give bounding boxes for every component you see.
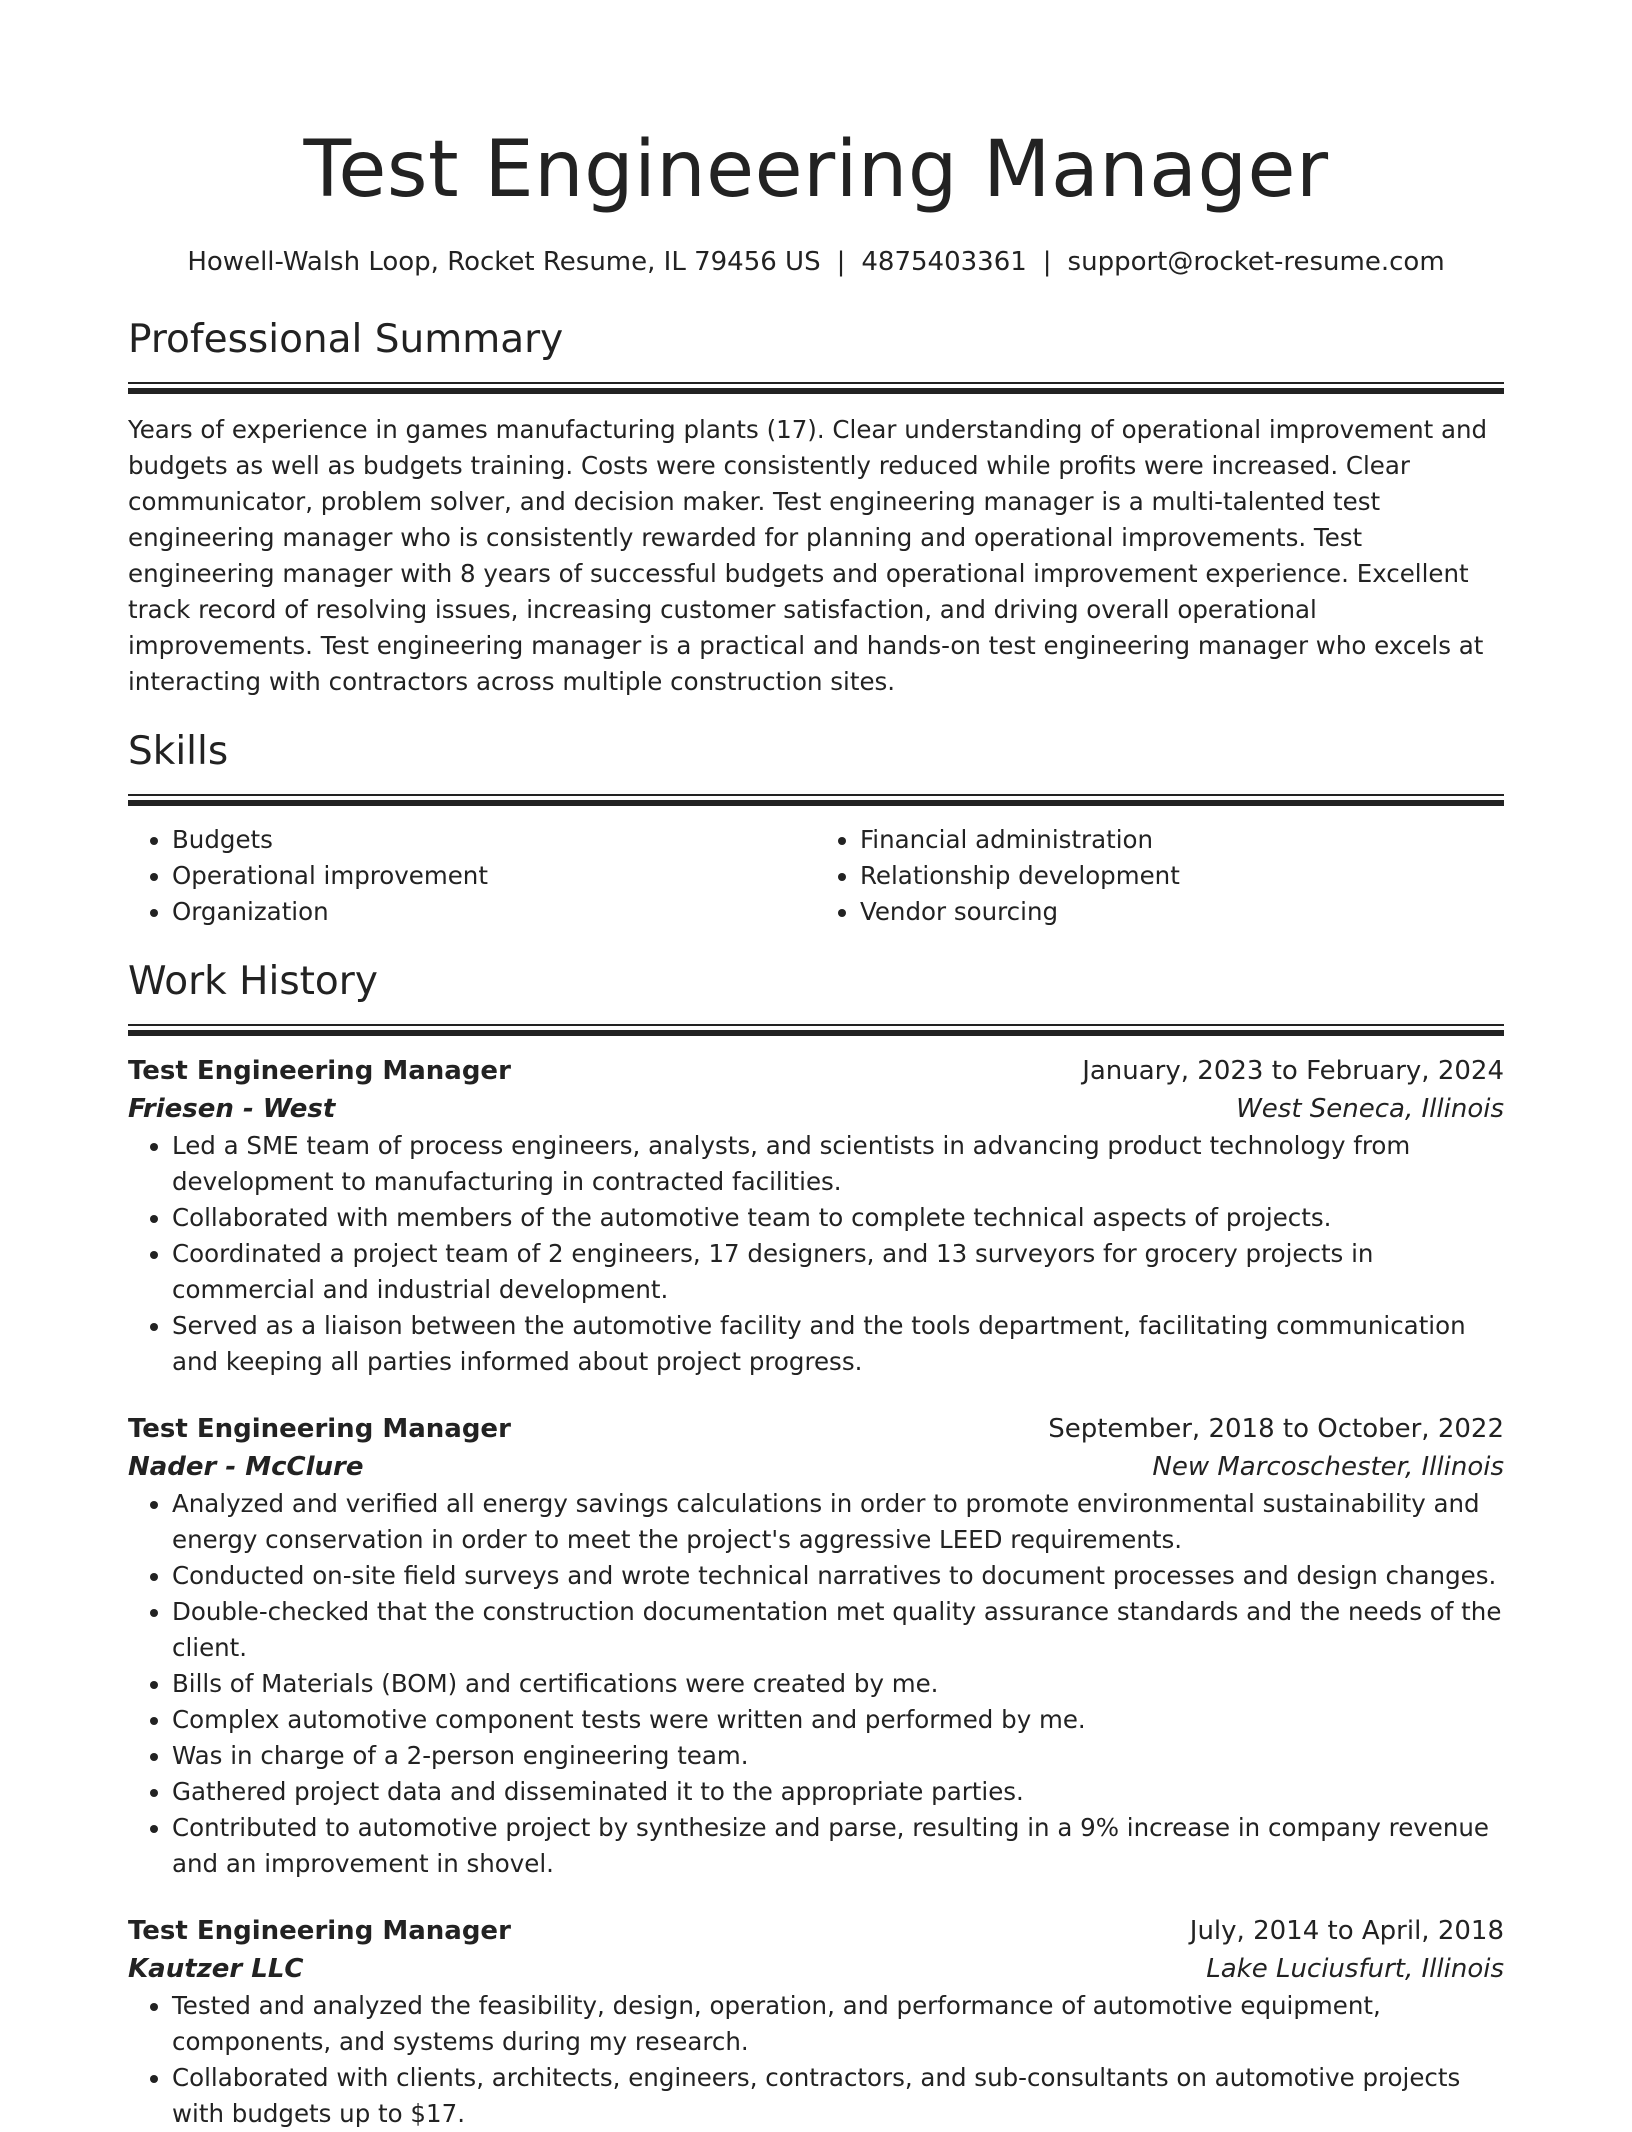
contact-phone: 4875403361 (861, 247, 1027, 277)
contact-line (128, 244, 1504, 280)
skill-item: • Budgets (172, 822, 816, 858)
skills-list-right (816, 822, 1504, 930)
job-dates: September, 2018 to October, 2022 (1048, 1414, 1504, 1444)
job-bullet: • Double-checked that the construction documentation met quality assurance standards and the needs of the client. (172, 1594, 1504, 1666)
job-bullet: • Gathered project data and disseminated it to the appropriate parties. (172, 1774, 1504, 1810)
job-entry (128, 1052, 1504, 1380)
job-bullet: • Conducted on-site field surveys and wrote technical narratives to document processes and design changes. (172, 1558, 1504, 1594)
job-dates: January, 2023 to February, 2024 (1082, 1056, 1504, 1086)
job-bullet: • Collaborated with members of the automotive team to complete technical aspects of projects. (172, 1200, 1504, 1236)
skills-list-left (128, 822, 816, 930)
skills-section (128, 726, 1504, 930)
job-location: New Marcoschester, Illinois (1152, 1452, 1504, 1482)
job-bullet: • Was in charge of a 2-person engineering team. (172, 1738, 1504, 1774)
job-bullet: • Tested and analyzed the feasibility, design, operation, and performance of automotive equipment, components, and systems during my research. (172, 1988, 1504, 2060)
section-heading-summary: Professional Summary (128, 317, 564, 362)
job-bullet-list (128, 1988, 1504, 2132)
contact-separator: | (1042, 247, 1052, 277)
contact-email: support@rocket-resume.com (1067, 247, 1445, 277)
contact-address: Howell-Walsh Loop, Rocket Resume, IL 79456 US (187, 247, 821, 277)
job-bullet: • Complex automotive component tests were written and performed by me. (172, 1702, 1504, 1738)
job-bullet: • Bills of Materials (BOM) and certifications were created by me. (172, 1666, 1504, 1702)
skill-item: • Organization (172, 894, 816, 930)
job-dates: July, 2014 to April, 2018 (1189, 1916, 1504, 1946)
job-location: Lake Luciusfurt, Illinois (1206, 1954, 1504, 1984)
skill-item: • Vendor sourcing (860, 894, 1504, 930)
job-title: Test Engineering Manager (128, 1056, 511, 1086)
job-bullet: • Served as a liaison between the automotive facility and the tools department, facilitating communication and keeping all parties informed about project progress. (172, 1308, 1504, 1380)
summary-text: Years of experience in games manufacturing plants (17). Clear understanding of operational improvement and budgets as well as budgets training. Costs were consistently reduced while profits were increased. Clear communicator, problem solver, and decision maker. Test engineering manager is a multi-talented test engineering manager who is consistently rewarded for planning and operational improvements. Test engineering manager with 8 years of successful budgets and operational improvement experience. Excellent track record of resolving issues, increasing customer satisfaction, and driving overall operational improvements. Test engineering manager is a practical and hands-on test engineering manager who excels at interacting with contractors across multiple construction sites. (128, 415, 1488, 696)
summary-section (128, 314, 1504, 700)
job-company: Kautzer LLC (128, 1954, 304, 1984)
job-company: Friesen - West (128, 1094, 336, 1124)
section-divider (128, 1024, 1504, 1036)
job-location: West Seneca, Illinois (1236, 1094, 1504, 1124)
job-entry (128, 1410, 1504, 1882)
job-bullet-list (128, 1486, 1504, 1882)
section-divider (128, 382, 1504, 394)
job-bullet: • Coordinated a project team of 2 engineers, 17 designers, and 13 surveyors for grocery projects in commercial and industrial development. (172, 1236, 1504, 1308)
section-divider (128, 794, 1504, 806)
job-bullet: • Collaborated with clients, architects, engineers, contractors, and sub-consultants on automotive projects with budgets up to $17. (172, 2060, 1504, 2132)
job-title: Test Engineering Manager (128, 1414, 511, 1444)
section-heading-skills: Skills (128, 729, 229, 774)
job-bullet: • Analyzed and verified all energy savings calculations in order to promote environmental sustainability and energy conservation in order to meet the project's aggressive LEED requirements. (172, 1486, 1504, 1558)
job-bullet-list (128, 1128, 1504, 1380)
job-entry (128, 1912, 1504, 2132)
resume-title: Test Engineering Manager (303, 125, 1329, 215)
job-bullet: • Contributed to automotive project by synthesize and parse, resulting in a 9% increase in company revenue and an improvement in shovel. (172, 1810, 1504, 1882)
contact-separator: | (836, 247, 846, 277)
job-company: Nader - McClure (128, 1452, 364, 1482)
skill-item: • Operational improvement (172, 858, 816, 894)
section-heading-work-history: Work History (128, 959, 378, 1004)
job-bullet: • Led a SME team of process engineers, analysts, and scientists in advancing product technology from development to manufacturing in contracted facilities. (172, 1128, 1504, 1200)
skills-grid (128, 822, 1504, 930)
skill-item: • Financial administration (860, 822, 1504, 858)
skill-item: • Relationship development (860, 858, 1504, 894)
job-title: Test Engineering Manager (128, 1916, 511, 1946)
work-history-section (128, 956, 1504, 2132)
